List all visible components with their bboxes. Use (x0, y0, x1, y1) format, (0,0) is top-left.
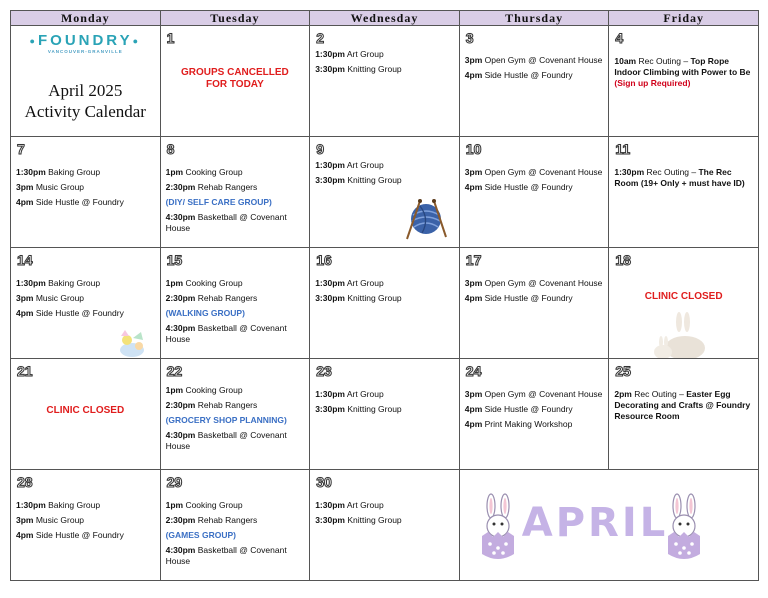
event-item: 1pm Cooking Group (165, 385, 243, 395)
day-cell-11 (609, 137, 759, 248)
day-cell-18 (609, 248, 759, 359)
day-number: 1 (166, 30, 175, 46)
clinic-closed-notice: CLINIC CLOSED (644, 291, 723, 302)
event-item: 4pm Print Making Workshop (464, 419, 573, 429)
day-number: 18 (615, 252, 631, 268)
event-item: 4pm Side Hustle @ Foundry (16, 530, 124, 540)
event-item: 4:30pm Basketball @ Covenant House (165, 545, 287, 566)
day-number: 9 (316, 141, 324, 157)
calendar-grid (10, 10, 759, 581)
day-number: 22 (166, 363, 183, 379)
event-item: 10am Rec Outing – Top Rope Indoor Climbing with Power to Be (Sign up Required) (614, 56, 751, 88)
yarn-ball-icon (404, 197, 448, 241)
day-cell-22 (160, 359, 310, 470)
week-row-2 (11, 137, 759, 248)
day-number: 11 (615, 141, 631, 157)
bunny-icon (476, 492, 520, 566)
event-item: 1:30pm Art Group (315, 389, 384, 399)
event-item: 4pm Side Hustle @ Foundry (464, 293, 573, 303)
day-number: 17 (465, 252, 482, 268)
event-item: 2:30pm Rehab Rangers (165, 400, 258, 410)
weekday-monday: Monday (11, 11, 161, 26)
day-number: 14 (17, 252, 33, 268)
day-number: 4 (615, 30, 624, 46)
day-cell-28 (11, 470, 161, 581)
group-topic-tag: (GAMES GROUP) (165, 530, 236, 540)
event-item: 4:30pm Basketball @ Covenant House (165, 430, 287, 451)
day-cell-21 (11, 359, 161, 470)
day-cell-30 (310, 470, 460, 581)
event-item: 4pm Side Hustle @ Foundry (464, 182, 573, 192)
event-item: 4:30pm Basketball @ Covenant House (165, 212, 287, 233)
easter-chick-icon (115, 326, 149, 358)
event-item: 4:30pm Basketball @ Covenant House (165, 323, 287, 344)
event-item: 4pm Side Hustle @ Foundry (16, 308, 124, 318)
event-item: 1:30pm Art Group (315, 278, 384, 288)
day-number: 30 (316, 474, 332, 490)
day-cell-16 (310, 248, 460, 359)
april-art-text: APRIL (521, 500, 669, 546)
day-number: 3 (465, 30, 474, 46)
title-month: April 2025 (48, 81, 123, 100)
event-item: 1:30pm Art Group (315, 160, 384, 170)
event-item: 3pm Music Group (16, 515, 85, 525)
week-row-5 (11, 470, 759, 581)
event-item: 1:30pm Rec Outing – The Rec Room (19+ Only + must have ID) (614, 167, 745, 188)
event-item: 3:30pm Knitting Group (315, 515, 402, 525)
group-topic-tag: (GROCERY SHOP PLANNING) (165, 415, 287, 425)
day-cell-17 (459, 248, 609, 359)
week-row-3 (11, 248, 759, 359)
groups-cancelled-notice: GROUPS CANCELLED FOR TODAY (180, 67, 289, 90)
event-item: 3:30pm Knitting Group (315, 293, 402, 303)
event-item: 3pm Open Gym @ Covenant House (464, 278, 603, 288)
day-number: 28 (17, 474, 33, 490)
logo-name: FOUNDRY (37, 32, 133, 49)
event-item: 1:30pm Art Group (315, 500, 384, 510)
event-item: 1:30pm Art Group (315, 49, 384, 59)
event-item: 3pm Music Group (16, 293, 85, 303)
day-number: 2 (316, 30, 324, 46)
day-cell-10 (459, 137, 609, 248)
weekday-friday: Friday (609, 11, 759, 26)
day-number: 8 (166, 141, 175, 157)
day-number: 24 (465, 363, 482, 379)
weekday-header-row (11, 11, 759, 26)
event-item: 1:30pm Baking Group (16, 500, 101, 510)
day-cell-2 (310, 26, 460, 137)
event-item: 2pm Rec Outing – Easter Egg Decorating and Crafts @ Foundry Resource Room (614, 389, 751, 421)
event-item: 1pm Cooking Group (165, 500, 243, 510)
bunny-icon (662, 492, 706, 566)
event-item: 1pm Cooking Group (165, 167, 243, 177)
day-cell-29 (160, 470, 310, 581)
event-item: 3:30pm Knitting Group (315, 64, 402, 74)
event-item: 3pm Music Group (16, 182, 85, 192)
event-item: 4pm Side Hustle @ Foundry (16, 197, 124, 207)
event-item: 1pm Cooking Group (165, 278, 243, 288)
calendar-title (11, 80, 160, 122)
day-cell-14 (11, 248, 161, 359)
title-subtitle: Activity Calendar (24, 102, 146, 121)
day-cell-24 (459, 359, 609, 470)
event-item: 2:30pm Rehab Rangers (165, 515, 258, 525)
weekday-wednesday: Wednesday (310, 11, 460, 26)
event-item: 4pm Side Hustle @ Foundry (464, 70, 573, 80)
april-art-cell (459, 470, 758, 581)
day-cell-8 (160, 137, 310, 248)
day-number: 25 (615, 363, 631, 379)
event-item: 1:30pm Baking Group (16, 167, 101, 177)
day-number: 29 (166, 474, 183, 490)
day-cell-9 (310, 137, 460, 248)
clinic-closed-notice: CLINIC CLOSED (46, 405, 125, 416)
week-row-4 (11, 359, 759, 470)
day-cell-23 (310, 359, 460, 470)
day-cell-25 (609, 359, 759, 470)
event-item: 2:30pm Rehab Rangers (165, 293, 258, 303)
foundry-logo: ●FOUNDRY● VANCOUVER-GRANVILLE (11, 32, 160, 54)
event-item: 3:30pm Knitting Group (315, 404, 402, 414)
day-number: 16 (316, 252, 332, 268)
weekday-thursday: Thursday (459, 11, 609, 26)
week-row-1 (11, 26, 759, 137)
event-item: 4pm Side Hustle @ Foundry (464, 404, 573, 414)
event-item: 2:30pm Rehab Rangers (165, 182, 258, 192)
day-cell-1 (160, 26, 310, 137)
event-item: 3pm Open Gym @ Covenant House (464, 167, 603, 177)
day-number: 10 (465, 141, 482, 157)
day-number: 15 (166, 252, 183, 268)
day-cell-4 (609, 26, 759, 137)
bunny-icon (651, 312, 711, 359)
weekday-tuesday: Tuesday (160, 11, 310, 26)
logo-subtitle: VANCOUVER-GRANVILLE (47, 49, 123, 54)
day-number: 23 (316, 363, 332, 379)
day-cell-15 (160, 248, 310, 359)
day-number: 21 (17, 363, 33, 379)
event-item: 3:30pm Knitting Group (315, 175, 402, 185)
group-topic-tag: (WALKING GROUP) (165, 308, 245, 318)
group-topic-tag: (DIY/ SELF CARE GROUP) (165, 197, 272, 207)
event-item: 3pm Open Gym @ Covenant House (464, 55, 603, 65)
day-cell-3 (459, 26, 609, 137)
event-item: 3pm Open Gym @ Covenant House (464, 389, 603, 399)
day-number: 7 (17, 141, 25, 157)
event-item: 1:30pm Baking Group (16, 278, 101, 288)
day-cell-7 (11, 137, 161, 248)
title-cell (11, 26, 161, 137)
